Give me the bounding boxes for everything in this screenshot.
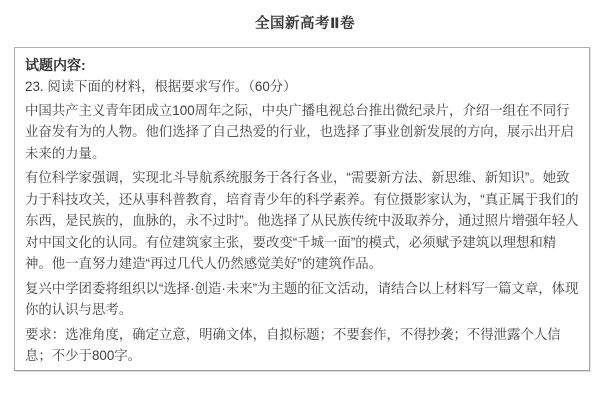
page-title: 全国新高考Ⅱ卷	[254, 16, 356, 32]
question-content-card	[14, 47, 590, 371]
card-heading: 试题内容:	[25, 57, 86, 73]
question-number-line: 23. 阅读下面的材料，根据要求写作。（60分）	[25, 79, 297, 94]
question-paragraph: 有位科学家强调，实现北斗导航系统服务于各行各业，“需要新方法、新思维、新知识”。她致力于科技攻关，还从事科普教育，培育青少年的科学素养。有位摄影家认为，“真正属于我们的东西，是民族的，血脉的，永不过时”。他选择了从民族传统中汲取养分，通过照片增强年轻人对中国文化的认同。有位建筑家主张，要改变“千城一面”的模式，必须赋予建筑以理想和精神。他一直努力建造“再过几代人仍然感觉美好”的建筑作品。	[25, 170, 579, 271]
question-paragraph: 复兴中学团委将组织以“选择·创造·未来”为主题的征文活动，请结合以上材料写一篇文章，体现你的认识与思考。	[25, 280, 579, 317]
question-paragraphs	[25, 100, 579, 367]
question-paragraph: 中国共产主义青年团成立100周年之际，中央广播电视总台推出微纪录片，介绍一组在不同行业奋发有为的人物。他们选择了自己热爱的行业，也选择了事业创新发展的方向，展示出开启未来的力量。	[25, 102, 575, 161]
question-paragraph: 要求：选准角度，确定立意，明确文体，自拟标题；不要套作，不得抄袭；不得泄露个人信息；不少于800字。	[25, 326, 561, 363]
